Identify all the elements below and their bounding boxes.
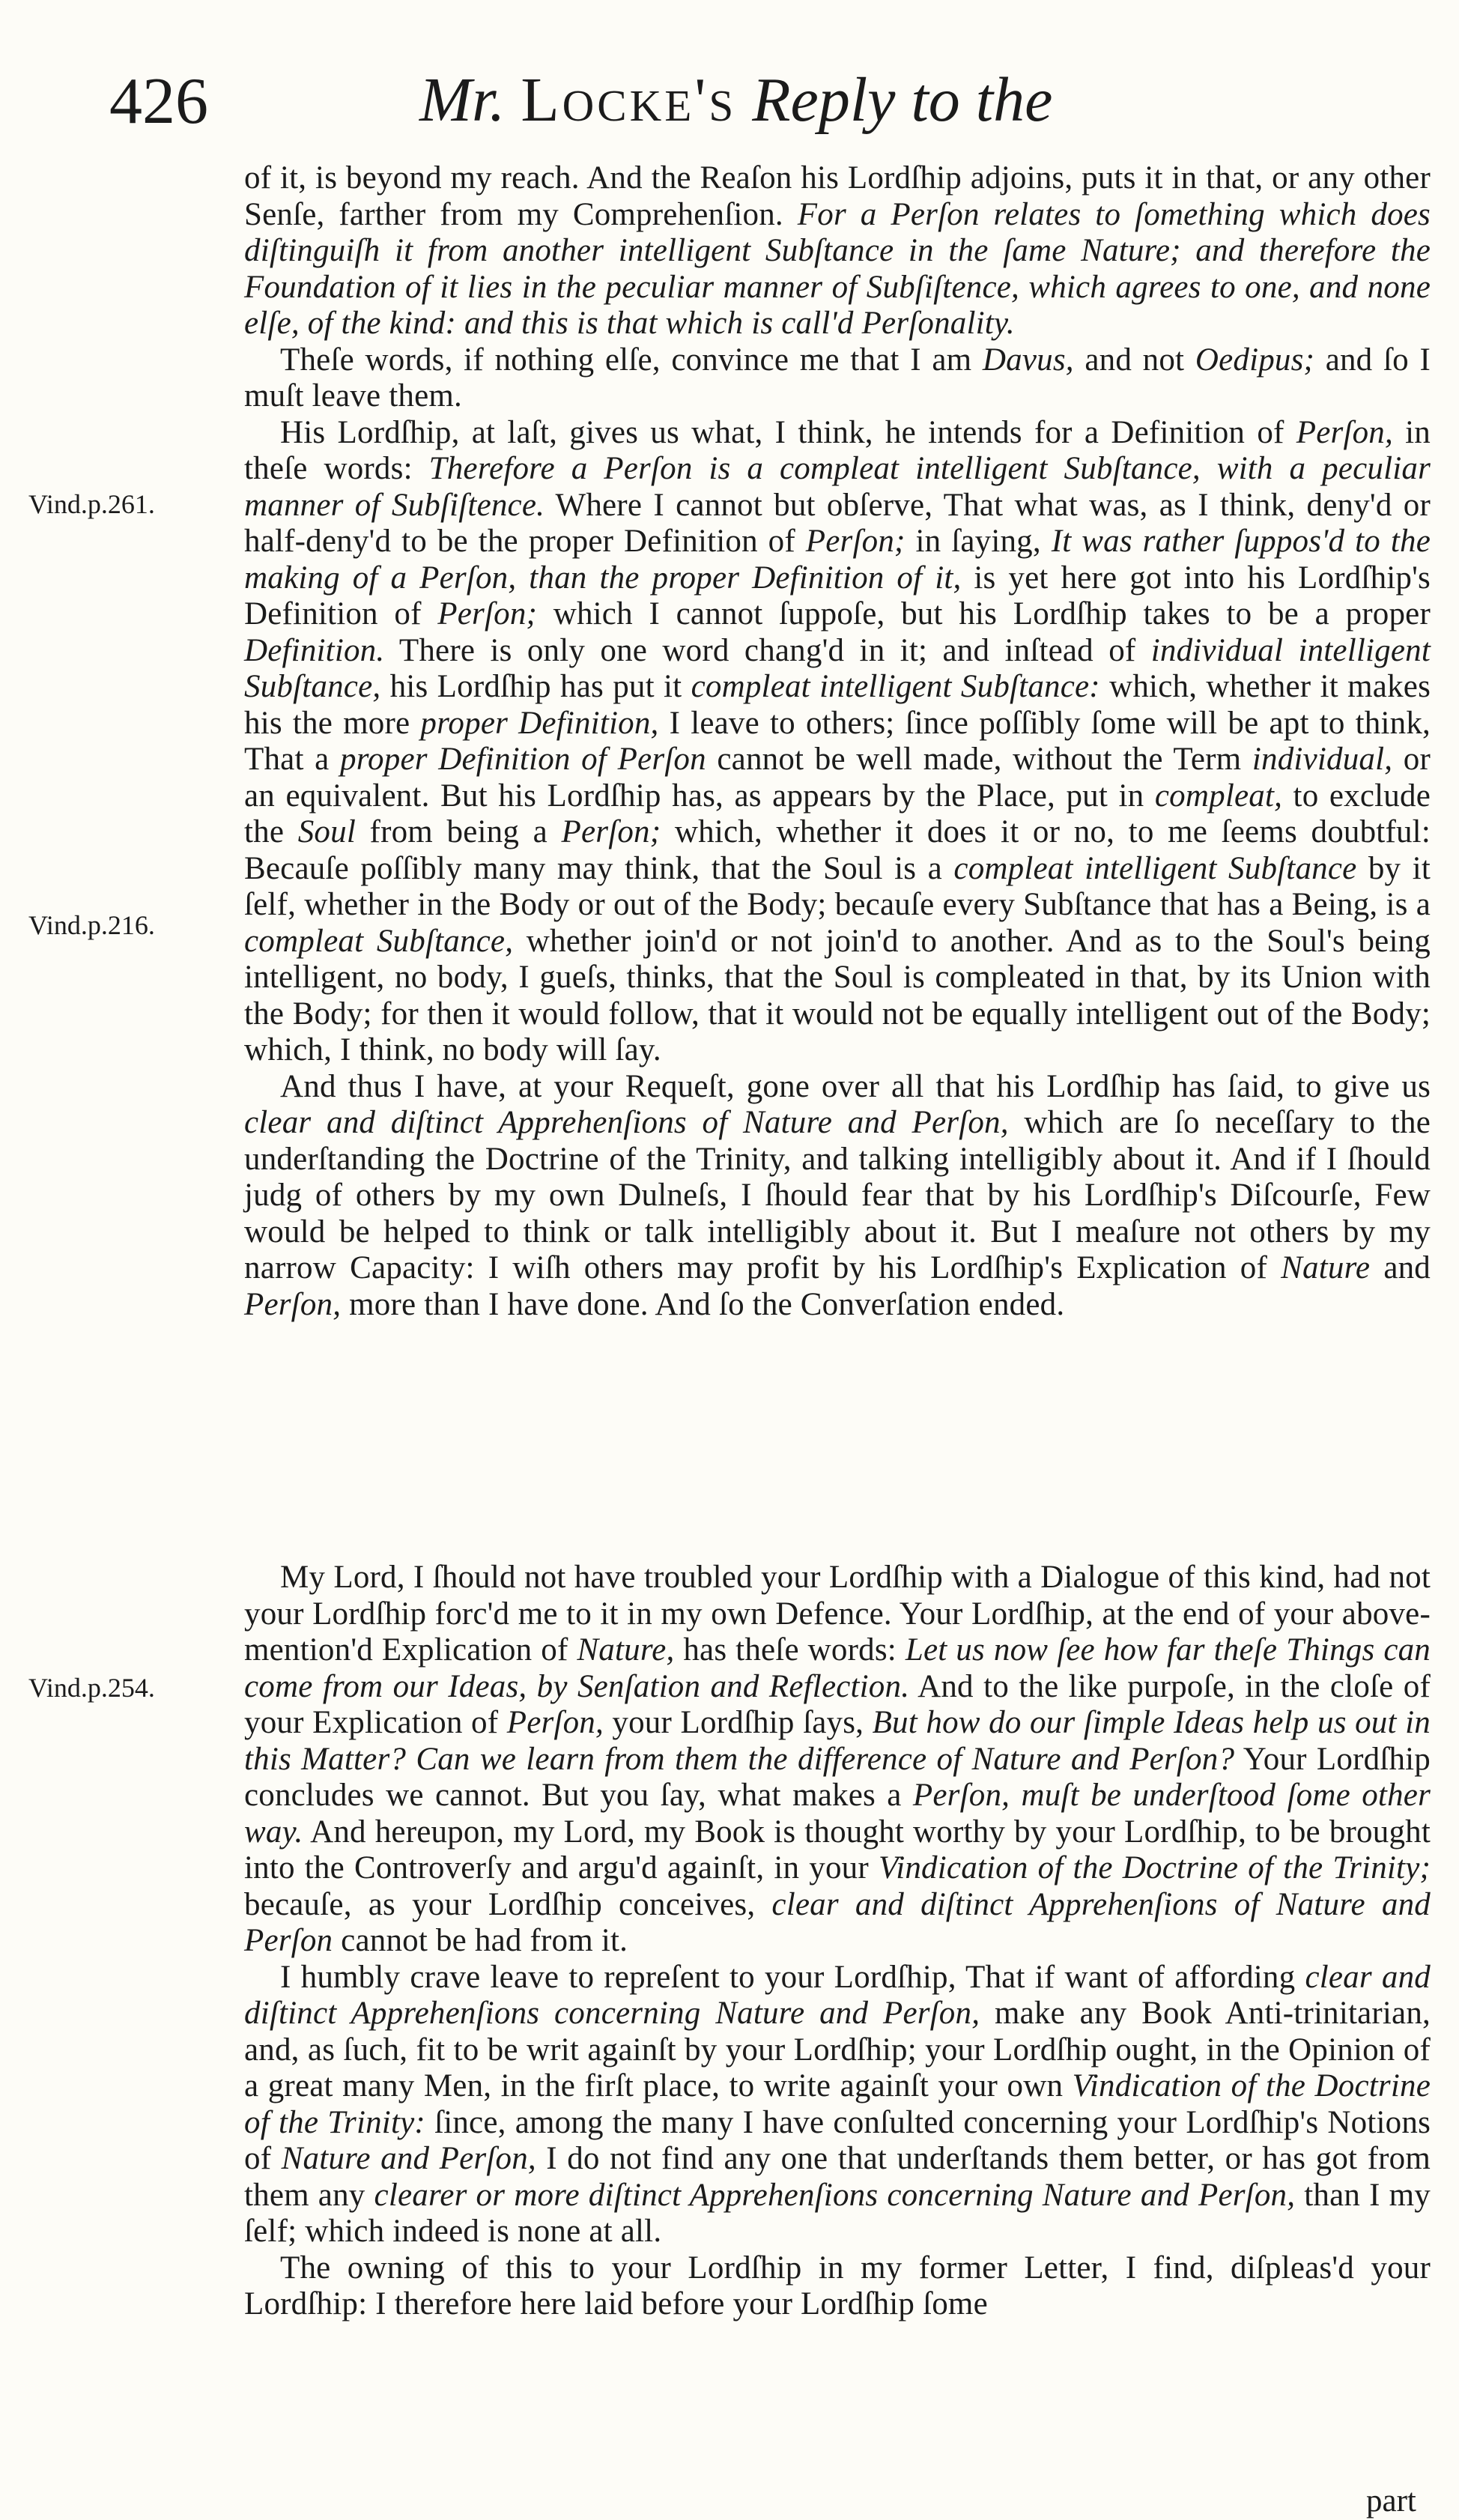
italic-term: Oedipus;	[1195, 342, 1315, 378]
text-run: Theſe words, if nothing elſe, convince me that I am	[280, 342, 983, 378]
italic-term: Nature	[1281, 1250, 1371, 1285]
margin-note-vind-216: Vind.p.216.	[28, 910, 155, 940]
text-run: more than I have done. And ſo the Converſation ended.	[341, 1286, 1065, 1322]
text-run: which, whether it makes his the more	[244, 669, 1431, 741]
running-head-part-a: Mr.	[419, 65, 521, 135]
italic-term: Vindication of the Doctrine of the Trinity;	[878, 1850, 1431, 1886]
text-run: which are ſo neceſſary to the underſtanding the Doctrine of the Trinity, and talking intelligibly about it. And if I ſhould judg of others by my own Dulneſs, I ſhould fear that by his Lordſhip's Diſcourſe, Few would be helped to think or talk intelligibly about it. But I meaſure not others by my narrow Capacity: I wiſh others may profit by his Lordſhip's Explication of	[244, 1105, 1431, 1285]
italic-term: individual,	[1252, 742, 1393, 777]
text-run: than I my ſelf; which indeed is none at all.	[244, 2177, 1431, 2249]
text-run: is yet here got into his Lordſhip's Definition of	[244, 560, 1431, 631]
italic-term: compleat,	[1154, 778, 1283, 814]
text-run: whether join'd or not join'd to another. And as to the Soul's being intelligent, no body, I gueſs, thinks, that the Soul is compleated in that, by its Union with the Body; for then it would follow, that it would not be equally intelligent out of the Body; which, I think, no body will ſay.	[244, 923, 1431, 1067]
italic-term: clearer or more diſtinct Apprehenſions concerning Nature and Perſon,	[374, 2177, 1296, 2213]
paragraph-2	[244, 342, 1431, 415]
text-run: make any Book Anti-trinitarian, and, as ſuch, fit to be writ againſt by your Lordſhip; your Lordſhip ought, in the Opinion of a great many Men, in the firſt place, to write againſt your own	[244, 1996, 1431, 2103]
text-run: My Lord, I ſhould not have troubled your Lordſhip with a Dialogue of this kind, had not your Lordſhip forc'd me to it in my own Defence. Your Lordſhip, at the end of your above-mention'd Explication of	[244, 1560, 1431, 1668]
italic-term: compleat intelligent Subſtance	[953, 850, 1357, 886]
italic-term: compleat Subſtance,	[244, 923, 514, 959]
text-run: and not	[1073, 342, 1195, 378]
text-run: your Lordſhip ſays,	[603, 1705, 873, 1740]
running-head-part-c: Reply to the	[736, 65, 1053, 135]
italic-quote: But how do our ſimple Ideas help us out in this Matter? Can we learn from them the difference of Nature and Perſon?	[244, 1705, 1431, 1777]
text-run: to exclude the	[244, 778, 1431, 849]
text-run: and	[1370, 1250, 1431, 1285]
italic-term: proper Definition,	[420, 705, 659, 741]
italic-term: Nature,	[577, 1632, 675, 1668]
text-run: which, whether it does it or no, to me ſeems doubtful: Becauſe poſſibly many may think, that the Soul is a	[244, 814, 1431, 886]
text-run: or an equivalent. But his Lordſhip has, as appears by the Place, put in	[244, 742, 1431, 814]
italic-term: clear and diſtinct Apprehenſions concerning Nature and Perſon,	[244, 1959, 1431, 2031]
text-run: And to the like purpoſe, in the cloſe of your Explication of	[244, 1668, 1431, 1740]
italic-term: Perſon,	[1296, 414, 1393, 450]
italic-quote: Perſon, muſt be underſtood ſome other way.	[244, 1778, 1431, 1850]
italic-term: Perſon,	[506, 1705, 604, 1740]
text-run: There is only one word chang'd in it; and inſtead of	[384, 632, 1151, 668]
italic-term: Perſon;	[805, 524, 906, 559]
text-run: and ſo I muſt leave them.	[244, 342, 1431, 414]
text-run: And thus I have, at your Requeſt, gone over all that his Lordſhip has ſaid, to give us	[280, 1068, 1431, 1104]
text-run: by it ſelf, whether in the Body or out of the Body; becauſe every Subſtance that has a Being, is a	[244, 850, 1431, 922]
text-run: from being a	[355, 814, 562, 849]
italic-quote: Let us now ſee how far theſe Things can come from our Ideas, by Senſation and Reflection.	[244, 1632, 1431, 1704]
italic-term: Vindication of the Doctrine of the Trinity:	[244, 2068, 1431, 2140]
italic-quote: For a Perſon relates to ſomething which does diſtinguiſh it from another intelligent Subſtance in the ſame Nature; and therefore the Foundation of it lies in the peculiar manner of Subſiſtence, which agrees to one, and none elſe, of the kind: and this is that which is call'd Perſonality.	[244, 196, 1431, 341]
italic-term: Perſon;	[561, 814, 661, 849]
paragraph-4	[244, 1069, 1431, 1324]
paragraph-7	[244, 2250, 1431, 2323]
text-run: Where I cannot but obſerve, That what was, as I think, deny'd or half-deny'd to be the proper Definition of	[244, 487, 1431, 559]
italic-quote: Therefore a Perſon is a compleat intelligent Subſtance, with a peculiar manner of Subſiſtence.	[244, 451, 1431, 523]
italic-term: Nature and Perſon,	[281, 2141, 536, 2176]
text-run: ſince, among the many I have conſulted concerning your Lordſhip's Notions of	[244, 2104, 1431, 2176]
italic-term: clear and diſtinct Apprehenſions of Nature and Perſon	[244, 1886, 1431, 1958]
text-run: in theſe words:	[244, 414, 1431, 486]
italic-term: Perſon;	[437, 596, 538, 631]
text-run: cannot be well made, without the Term	[706, 742, 1252, 777]
text-run: I do not find any one that underſtands them better, or has got from them any	[244, 2141, 1431, 2213]
paragraph-1	[244, 160, 1431, 342]
text-run: becauſe, as your Lordſhip conceives,	[244, 1886, 772, 1922]
text-column-upper	[244, 160, 1431, 1323]
paragraph-3	[244, 415, 1431, 1069]
italic-term: Davus,	[982, 342, 1074, 378]
page-number: 426	[109, 65, 208, 138]
running-head	[419, 65, 1213, 135]
text-run: of it, is beyond my reach. And the Reaſon his Lordſhip adjoins, puts it in that, or any other Senſe, farther from my Comprehenſion.	[244, 160, 1431, 232]
text-run: cannot be had from it.	[333, 1923, 628, 1958]
paragraph-6	[244, 1960, 1431, 2250]
italic-quote: It was rather ſuppos'd to the making of a Perſon, than the proper Definition of it,	[244, 524, 1431, 596]
running-head-part-b: Locke's	[521, 65, 737, 135]
text-run: His Lordſhip, at laſt, gives us what, I think, he intends for a Definition of	[280, 414, 1296, 450]
text-run: I leave to others; ſince poſſibly ſome will be apt to think, That a	[244, 705, 1431, 777]
text-run: in ſaying,	[905, 524, 1052, 559]
italic-term: Definition.	[244, 632, 385, 668]
italic-term: individual intelligent Subſtance,	[244, 632, 1431, 704]
text-run: has theſe words:	[674, 1632, 906, 1668]
text-run: Your Lordſhip concludes we cannot. But you ſay, what makes a	[244, 1741, 1431, 1813]
margin-note-vind-254: Vind.p.254.	[28, 1673, 155, 1703]
paragraph-5	[244, 1560, 1431, 1960]
text-run: The owning of this to your Lordſhip in my former Letter, I find, diſpleas'd your Lordſhip: I therefore here laid before your Lordſhip ſome	[244, 2250, 1431, 2321]
italic-term: Soul	[297, 814, 356, 849]
text-run: I humbly crave leave to repreſent to your Lordſhip, That if want of affording	[280, 1959, 1305, 1995]
text-run: his Lordſhip has put it	[380, 669, 691, 704]
italic-term: Perſon,	[244, 1286, 342, 1322]
italic-term: proper Definition of Perſon	[340, 742, 706, 777]
catchword: part	[1366, 2483, 1416, 2519]
text-run: And hereupon, my Lord, my Book is thought worthy by your Lordſhip, to be brought into the Controverſy and argu'd againſt, in your	[244, 1814, 1431, 1886]
text-column-lower	[244, 1560, 1431, 2323]
italic-term: compleat intelligent Subſtance:	[691, 669, 1100, 704]
margin-note-vind-261: Vind.p.261.	[28, 489, 155, 519]
italic-term: clear and diſtinct Apprehenſions of Nature and Perſon,	[244, 1105, 1009, 1140]
text-run: which I cannot ſuppoſe, but his Lordſhip takes to be a proper	[537, 596, 1431, 631]
